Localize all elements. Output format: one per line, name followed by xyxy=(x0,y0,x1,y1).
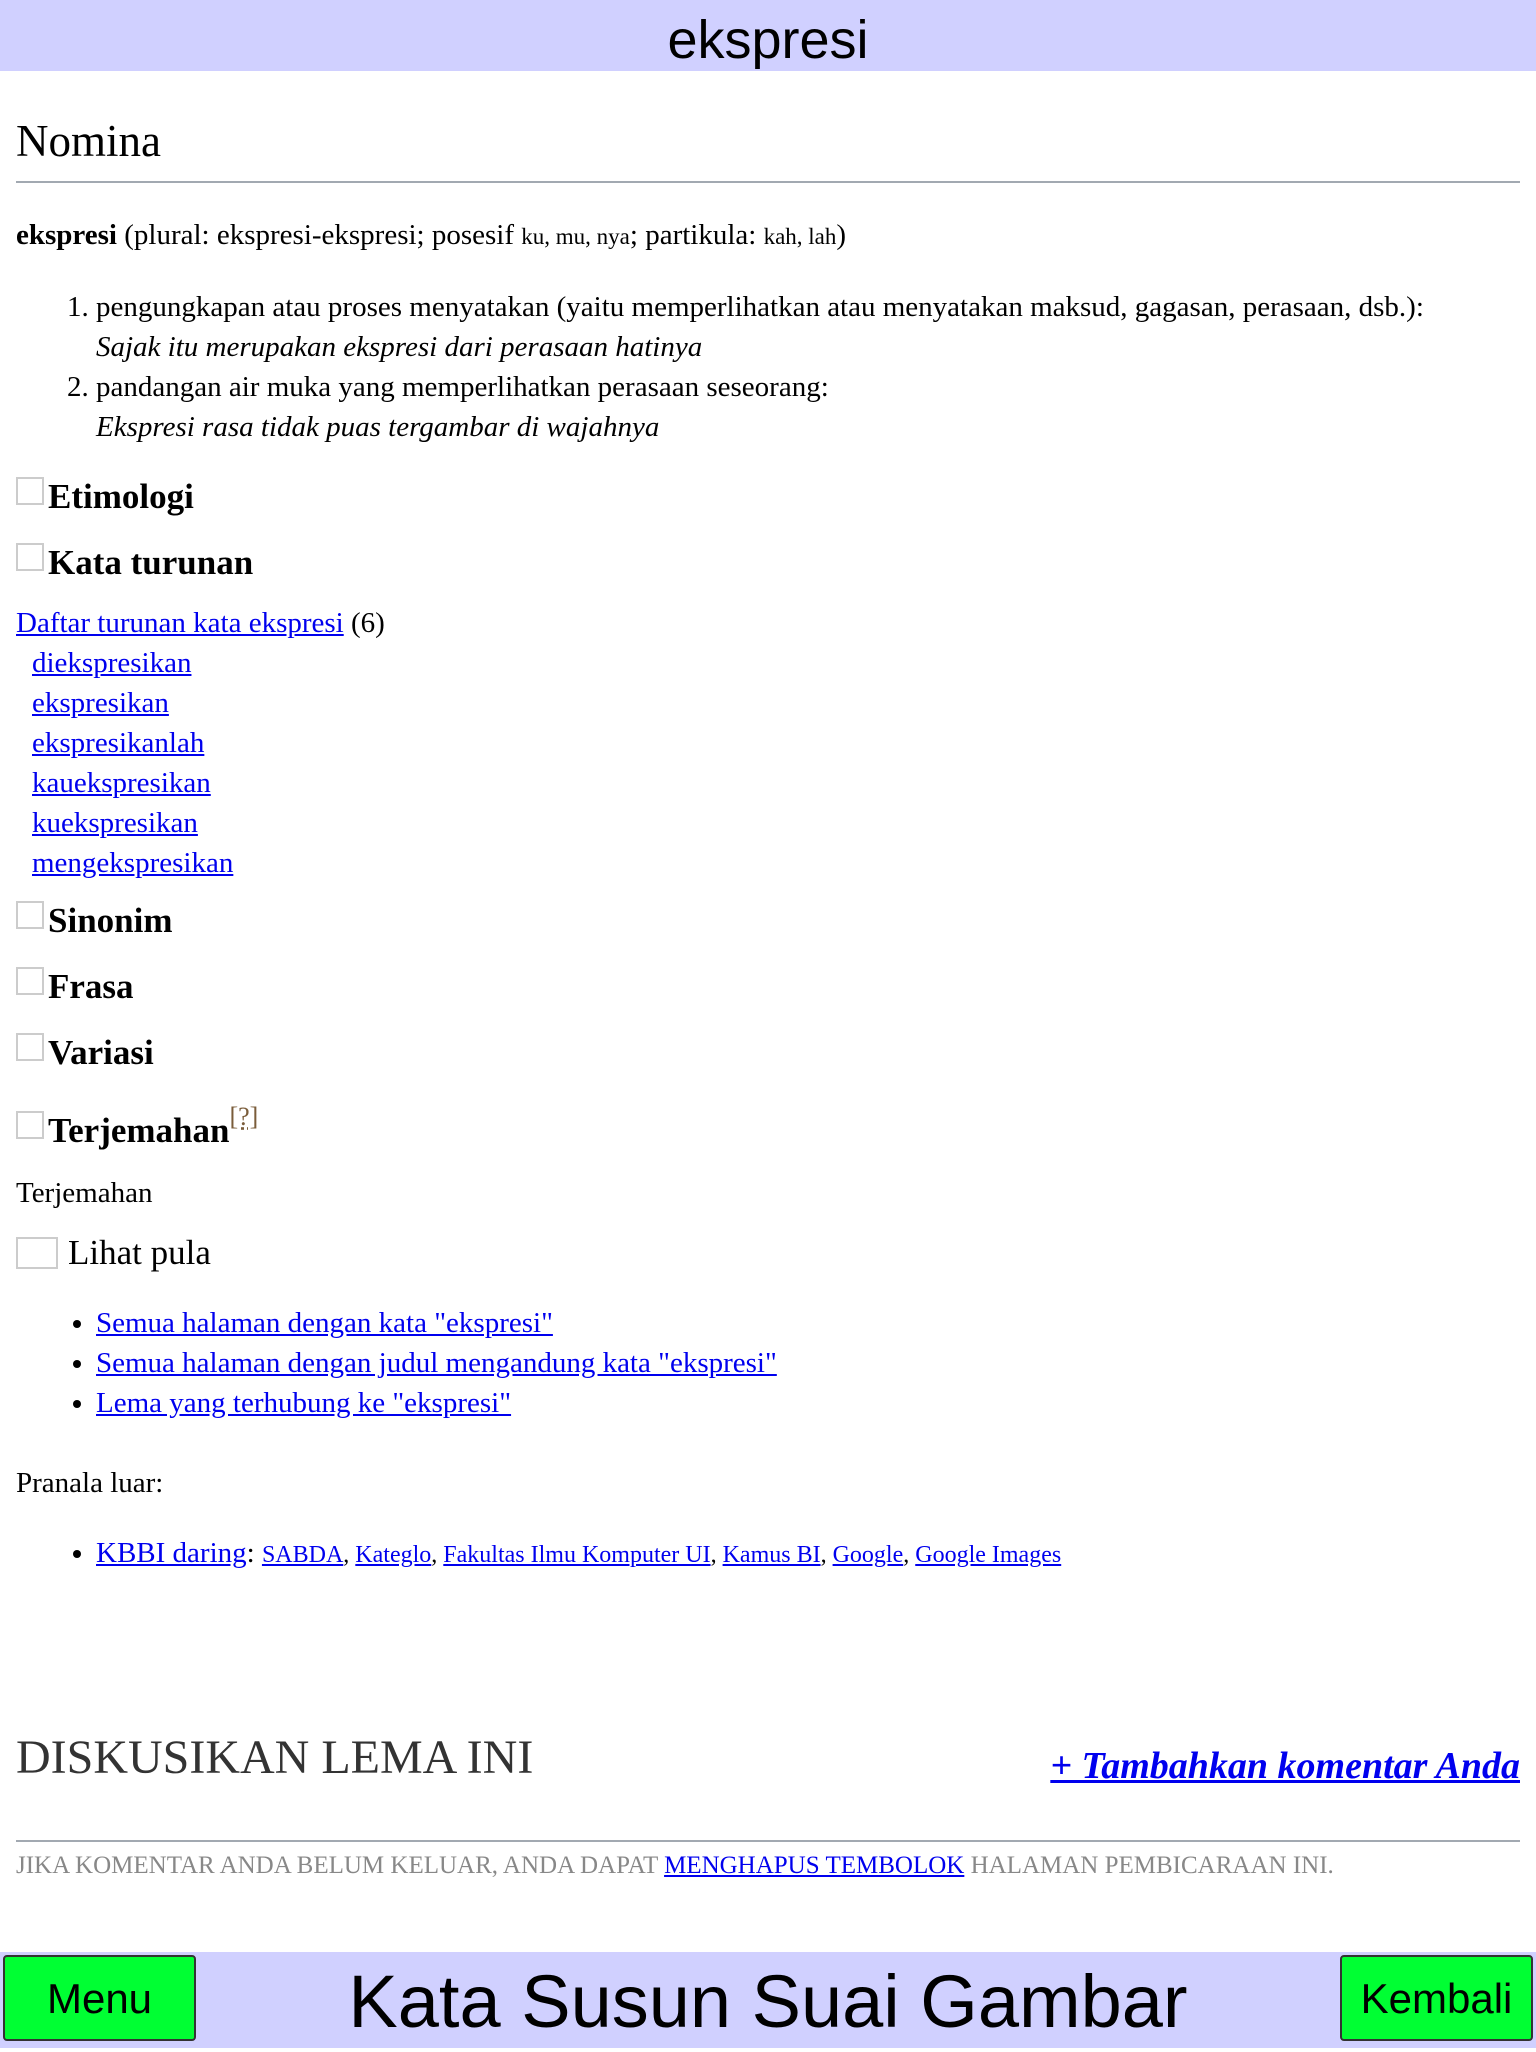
external-links-list xyxy=(16,1533,1520,1575)
notice-text: HALAMAN PEMBICARAAN INI. xyxy=(964,1852,1334,1879)
section-variasi[interactable] xyxy=(16,1033,1520,1073)
kamus-bi-link[interactable]: Kamus BI xyxy=(722,1542,821,1568)
help-link[interactable]: [?] xyxy=(229,1102,259,1131)
expand-checkbox[interactable] xyxy=(16,901,44,929)
section-title: Etimologi xyxy=(48,477,194,516)
derived-word-link[interactable]: ekspresikan xyxy=(32,687,169,719)
terjemahan-text: Terjemahan xyxy=(16,1177,153,1209)
derived-word-link[interactable]: ekspresikanlah xyxy=(32,727,205,759)
definition-example: Sajak itu merupakan ekspresi dari perasaan hatinya xyxy=(96,331,703,363)
derived-word-link[interactable]: diekspresikan xyxy=(32,647,192,679)
definition-list xyxy=(16,287,1520,447)
definition-item xyxy=(96,367,1520,447)
back-button[interactable]: Kembali xyxy=(1340,1955,1533,2041)
definition-item xyxy=(96,287,1520,367)
section-title: Terjemahan xyxy=(48,1111,230,1150)
list-item xyxy=(96,1343,1520,1383)
kateglo-link[interactable]: Kateglo xyxy=(355,1542,432,1568)
headword: ekspresi xyxy=(16,219,117,251)
part-of-speech-heading: Nomina xyxy=(16,115,1520,183)
see-also-link[interactable]: Semua halaman dengan judul mengandung kata "ekspresi" xyxy=(96,1347,777,1379)
derived-count: (6) xyxy=(343,607,385,639)
bottom-bar xyxy=(0,1952,1536,2048)
section-title: Kata turunan xyxy=(48,543,254,582)
kbbi-link[interactable]: KBBI daring xyxy=(96,1537,247,1569)
headword-text-1: (plural: ekspresi-ekspresi; posesif xyxy=(116,219,522,251)
expand-checkbox[interactable] xyxy=(16,967,44,995)
google-link[interactable]: Google xyxy=(832,1542,904,1568)
section-title: Variasi xyxy=(48,1033,154,1072)
headword-line xyxy=(16,217,1520,255)
page-title: ekspresi xyxy=(667,10,869,70)
list-item: • KBBI daring: SABDA, Kateglo, Fakultas Ilmu Komputer UI, Kamus BI, Google, Google Images xyxy=(96,1533,1520,1575)
main-content xyxy=(16,71,1520,1575)
menu-button[interactable]: Menu xyxy=(3,1955,196,2041)
external-links-label: Pranala luar: xyxy=(16,1467,164,1499)
section-title: Sinonim xyxy=(48,901,173,940)
definition-text: pandangan air muka yang memperlihatkan perasaan seseorang: xyxy=(96,371,829,403)
discussion-header xyxy=(16,1728,1520,1842)
section-title: Frasa xyxy=(48,967,134,1006)
list-item xyxy=(96,1303,1520,1343)
headword-text-3: ) xyxy=(836,219,847,251)
expand-checkbox[interactable] xyxy=(16,543,44,571)
derived-word-link[interactable]: kauekspresikan xyxy=(32,767,211,799)
derived-word-link[interactable]: kuekspresikan xyxy=(32,807,198,839)
discussion-title: DISKUSIKAN LEMA INI xyxy=(16,1731,534,1784)
expand-checkbox[interactable] xyxy=(16,1237,58,1269)
posesif-forms: ku, mu, nya xyxy=(521,224,630,249)
derived-words xyxy=(16,603,1520,883)
notice-text: JIKA KOMENTAR ANDA BELUM KELUAR, ANDA DAPAT xyxy=(16,1852,665,1879)
add-comment-link[interactable]: + Tambahkan komentar Anda xyxy=(1050,1745,1520,1787)
page-header xyxy=(0,0,1536,71)
derived-word-link[interactable]: mengekspresikan xyxy=(32,847,234,879)
list-item xyxy=(96,1383,1520,1423)
see-also-link[interactable]: Lema yang terhubung ke "ekspresi" xyxy=(96,1387,512,1419)
definition-text: pengungkapan atau proses menyatakan (yaitu memperlihatkan atau menyatakan maksud, gagasan, perasaan, dsb.): xyxy=(96,291,1424,323)
fasilkom-ui-link[interactable]: Fakultas Ilmu Komputer UI xyxy=(443,1542,711,1568)
section-frasa[interactable] xyxy=(16,967,1520,1007)
definition-example: Ekspresi rasa tidak puas tergambar di wajahnya xyxy=(96,411,660,443)
google-images-link[interactable]: Google Images xyxy=(915,1542,1062,1568)
expand-checkbox[interactable] xyxy=(16,1111,44,1139)
section-terjemahan[interactable] xyxy=(16,1102,1520,1151)
see-also-link[interactable]: Semua halaman dengan kata "ekspresi" xyxy=(96,1307,553,1339)
derived-list-link[interactable]: Daftar turunan kata ekspresi xyxy=(16,607,344,639)
section-kata-turunan[interactable] xyxy=(16,543,1520,583)
section-lihat-pula[interactable] xyxy=(16,1233,1520,1273)
separator: : xyxy=(246,1537,262,1569)
see-also-list xyxy=(16,1303,1520,1423)
expand-checkbox[interactable] xyxy=(16,477,44,505)
partikula-forms: kah, lah xyxy=(763,224,837,249)
section-title: Lihat pula xyxy=(68,1233,211,1272)
game-title: Kata Susun Suai Gambar xyxy=(348,1960,1188,2043)
purge-cache-link[interactable]: MENGHAPUS TEMBOLOK xyxy=(664,1852,965,1879)
cache-notice xyxy=(16,1848,1520,1884)
expand-checkbox[interactable] xyxy=(16,1033,44,1061)
headword-text-2: ; partikula: xyxy=(629,219,764,251)
section-sinonim[interactable] xyxy=(16,901,1520,941)
sabda-link[interactable]: SABDA xyxy=(261,1542,344,1568)
section-etimologi[interactable] xyxy=(16,477,1520,517)
derived-list-header xyxy=(16,603,1520,643)
